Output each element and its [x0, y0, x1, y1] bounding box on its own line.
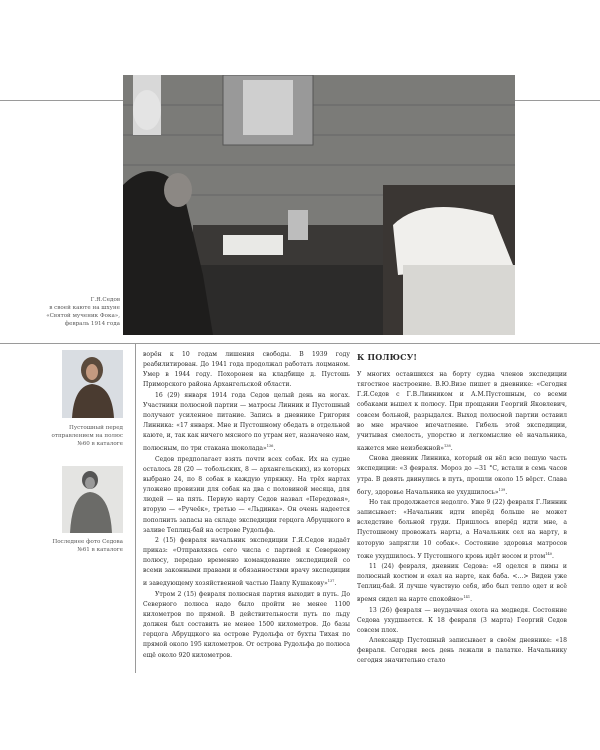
top-rule-left [0, 100, 123, 101]
paragraph: 2 (15) февраля начальник экспедиции Г.Я.Седов издаёт приказ: «Отправляясь сего числа с партией к Северному полюсу, передаю временно командование экспедицией со всеми законными правами и обязанностями врачу экспедиции и заведующему хозяйственной частью Павлу Кушакову» [143, 536, 350, 588]
caption-line: «Святой мученик Фока», [46, 313, 120, 319]
paragraph: Но так продолжается недолго. Уже 9 (22) февраля Г.Линник записывает: «Начальник идти вперёд больше не может вследствие больной груди. Пришлось вперёд идти мне, а Пустошному провожать нарты, а Начальник сел на нарту, в которую запрягли 10 собак». Состояние здоровья матросов тоже ухудшилось. У Пустошного кровь идёт носом и ртом [357, 498, 567, 560]
footnote-ref: 137 [327, 579, 335, 584]
caption-line: Последнее фото Седова [52, 539, 123, 545]
main-photo-caption [0, 296, 120, 328]
footnote-ref: 136 [266, 444, 274, 449]
paragraph: Снова дневник Линника, который он вёл всю пешую часть экспедиции: «3 февраля. Мороз до −31 °С, встали в семь часов утра. В девять двинулись в путь, прошли около 15 вёрст. Слава богу, здоровье Начальника не ухудшилось» [357, 455, 567, 496]
left-text-column: ворён к 10 годам лишения свободы. В 1939 году реабилитирован. До 1941 года продолжал работать лоцманом. Умер в 1944 году. Похоронен на кладбище д. Пустошь Приморского района Архангельской области. 16 (29) января 1914 года Седов целый день на ногах. Участники полюсной партии — матросы Линник и Пустошный получают усиленное питание. Запись в дневнике Григория Линника: «17 января. Мне и Пустошному обедать в отдельной каюте, и, так как ничего мясного по утрам нет, назначено нам, полюсным, по три стакана шоколада»$^{136}$. Седов предполагает взять почти всех собак. Их на судне осталось 28 (20 — тобольских, 8 — архангельских), из которых выбрано 24, по 8 собак в каждую упряжку. На трёх нартах уложено провизии для собак на два с половиной месяца, для людей — на пять. Первую нарту Седов назвал «Передовая», вторую — «Ручеёк», третью — «Льдинка». Он очень надеется пополнить запасы на складе экспедиции герцога Абруццкого в заливе Теплиц-бай на острове Рудольфа. 2 (15) февраля начальник экспедиции Г.Я.Седов издаёт приказ: «Отправляясь сего числа с партией к Северному полюсу, передаю временно командование экспедицией со всеми законными правами и обязанностями врачу экспедиции и заведующему хозяйственной частью Павлу Кушакову»$^{137}$. Утром 2 (15) февраля полюсная партия выходит в путь. До Северного полюса надо было пройти не менее 1100 километров по прямой. В действительности путь по льду должен был составить не менее 1500 километров. До базы герцога Абруццкого на острове Рудольфа от бухты Тихая по прямой около 195 километров. От острова Рудольфа до полюса ещё около 920 километров. [143, 351, 350, 659]
paragraph: Седов предполагает взять почти всех собак. Их на судне осталось 28 (20 — тобольских, 8 — архангельских), из которых выбрано 24, по 8 собак в каждую упряжку. На трёх нартах уложено провизии для собак на два с половиной месяца, для людей — на пять. Первую нарту Седов назвал «Передовая», вторую — «Ручеёк», третью — «Льдинка». Он очень надеется пополнить запасы на складе экспедиции герцога Абруццкого в заливе Теплиц-бай на острове Рудольфа. [143, 455, 350, 534]
caption-line: февраль 1914 года [64, 321, 120, 327]
caption-line: №61 в каталоге [77, 547, 123, 553]
footnote-ref: 139 [498, 487, 506, 492]
section-heading: К ПОЛЮСУ! [357, 352, 418, 362]
paragraph: Утром 2 (15) февраля полюсная партия выходит в путь. До Северного полюса надо было пройти не менее 1100 километров по прямой. В действительности путь по льду должен был составить не менее 1500 километров. До базы герцога Абруццкого на острове Рудольфа от бухты Тихая по прямой около 195 километров. От острова Рудольфа до полюса ещё около 920 километров. [143, 590, 350, 659]
photo-last-sedov-caption [0, 538, 123, 554]
caption-line: Пустошный перед [68, 425, 123, 431]
paragraph: 11 (24) февраля, дневник Седова: «Я оделся в пимы и полюсный костюм и ехал на нарте, как баба. <...> Виден уже Теплиц-бай. Я лучше чувствую себя, ибо был тепло одет и всё время сидел на нарте спокойно» [357, 562, 567, 604]
top-rule-right [515, 100, 600, 101]
caption-line: отправлением на полюс [51, 433, 123, 439]
photo-pustoshny-caption [0, 424, 123, 448]
paragraph: 13 (26) февраля — неудачная охота на медведя. Состояние Седова ухудшается. К 18 февраля (3 марта) Георгий Седов совсем плох. [357, 606, 567, 634]
caption-line: №60 в каталоге [77, 441, 123, 447]
right-text-column: К ПОЛЮСУ! У многих оставшихся на борту судна членов экспедиции тягостное настроение. В.Ю.Визе пишет в дневнике: «Сегодня Г.Я.Седов с Г.В.Линником и А.М.Пустошным, со всеми собаками вышел к полюсу. При прощании Георгий Яковлевич, совсем больной, разрыдался. Выход полюсной партии оставил во мне мрачное впечатление. Гибель этой экспедиции, учитывая смелость, упорство и легкомыслие её начальника, кажется мне неизбежной»$^{138}$. Снова дневник Линника, который он вёл всю пешую часть экспедиции: «3 февраля. Мороз до −31 °С, встали в семь часов утра. В девять двинулись в путь, прошли около 15 вёрст. Слава богу, здоровье Начальника не ухудшилось»$^{139}$. Но так продолжается недолго. Уже 9 (22) февраля Г.Линник записывает: «Начальник идти вперёд больше не может вследствие больной груди. Пришлось вперёд идти мне, а Пустошному провожать нарты, а Начальник сел на нарту, в которую запрягли 10 собак». Состояние здоровья матросов тоже ухудшилось. У Пустошного кровь идёт носом и ртом$^{140}$. 11 (24) февраля, дневник Седова: «Я оделся в пимы и полюсный костюм и ехал на нарте, как баба. <...> Виден уже Теплиц-бай. Я лучше чувствую себя, ибо был тепло одет и всё время сидел на нарте спокойно»$^{141}$. 13 (26) февраля — неудачная охота на медведя. Состояние Седова ухудшается. К 18 февраля (3 марта) Георгий Седов совсем плох. Александр Пустошный записывает в своём дневнике: «18 февраля. Сегодня весь день лежали в палатке. Начальнику сегодня значительно стало [357, 352, 567, 665]
footnote-ref: 141 [463, 595, 471, 600]
paragraph: Александр Пустошный записывает в своём дневнике: «18 февраля. Сегодня весь день лежали в палатке. Начальнику сегодня значительно стало [357, 637, 567, 665]
paragraph: У многих оставшихся на борту судна членов экспедиции тягостное настроение. В.Ю.Визе пишет в дневнике: «Сегодня Г.Я.Седов с Г.В.Линником и А.М.Пустошным, со всеми собаками вышел к полюсу. При прощании Георгий Яковлевич, совсем больной, разрыдался. Выход полюсной партии оставил во мне мрачное впечатление. Гибель этой экспедиции, учитывая смелость, упорство и легкомыслие её начальника, кажется мне неизбежной» [357, 371, 567, 453]
photo-last-sedov [62, 466, 123, 533]
paragraph: ворён к 10 годам лишения свободы. В 1939 году реабилитирован. До 1941 года продолжал работать лоцманом. Умер в 1944 году. Похоронен на кладбище д. Пустошь Приморского района Архангельской области. [143, 351, 350, 389]
footnote-ref: 138 [444, 444, 451, 449]
paragraph: 16 (29) января 1914 года Седов целый день на ногах. Участники полюсной партии — матросы Линник и Пустошный получают усиленное питание. Запись в дневнике Григория Линника: «17 января. Мне и Пустошному обедать в отдельной каюте, и, так как ничего мясного по утрам нет, назначено нам, полюсным, по три стакана шоколада» [143, 391, 350, 453]
footnote-ref: 140 [545, 551, 552, 556]
caption-line: в своей каюте на шхуне [49, 305, 120, 311]
main-photo-sedov-cabin [123, 75, 515, 335]
photo-pustoshny [62, 350, 123, 418]
caption-line: Г.Я.Седов [90, 297, 120, 303]
column-rule [135, 343, 136, 673]
section-rule [0, 343, 600, 344]
